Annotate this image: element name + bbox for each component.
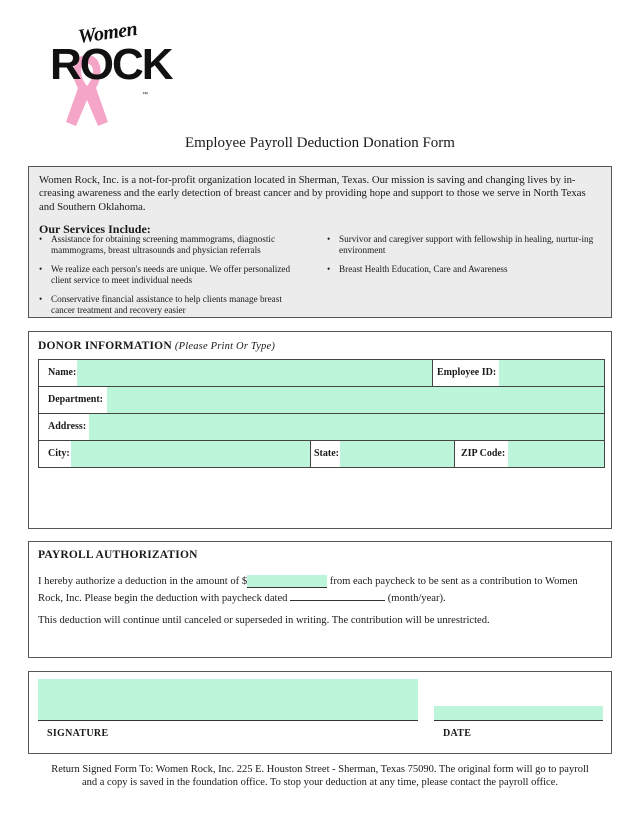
signature-label: SIGNATURE [47,728,109,739]
intro-panel [28,166,612,318]
mission-text: Women Rock, Inc. is a not-for-profit organization located in Sherman, Texas. Our mission is saving and changing lives by in-creasing awareness and the early detection of breast cancer and by providing hope and support to those we serve in North Texas and Southern Oklahoma. [39,174,586,213]
date-label: DATE [443,728,472,739]
divider [432,360,433,386]
donor-fields-grid [38,359,605,468]
date-field[interactable] [434,706,603,720]
authorization-text-c: (month/year). [385,593,446,604]
divider [310,441,311,467]
services-list-left [39,234,301,324]
name-field[interactable] [77,360,432,386]
payroll-authorization-section [28,541,612,658]
state-field[interactable] [340,441,454,467]
list-item: • Assistance for obtaining screening mammograms, diagnostic mammograms, breast ultrasounds and physician referrals [39,234,301,256]
logo-word-rock: ROCK [50,40,172,89]
logo-word-women: Women [76,17,139,49]
list-item: • Conservative financial assistance to help clients manage breast cancer treatment and recovery easier [39,294,301,316]
address-field[interactable] [89,414,604,440]
amount-field[interactable] [247,575,327,588]
divider [454,441,455,467]
city-field[interactable] [71,441,310,467]
name-label: Name: [48,367,77,378]
employee-id-field[interactable] [499,360,604,386]
donor-subheading: (Please Print Or Type) [174,341,276,352]
authorization-text-a: I hereby authorize a deduction in the amount of $ [38,576,248,587]
employee-id-label: Employee ID: [437,367,497,378]
department-field[interactable] [107,387,604,413]
paycheck-date-field[interactable] [290,590,385,601]
authorization-text [38,573,603,607]
list-item: • We realize each person's needs are unique. We offer personalized client service to meet individual needs [39,264,301,286]
authorization-text-b: from each paycheck to be sent as a contribution to Women Rock, Inc. Please begin the deduction with paycheck dated [38,576,578,604]
services-list-right [327,234,597,283]
services-heading: Our Services Include: [39,221,151,236]
address-row [39,414,604,441]
list-item: • Breast Health Education, Care and Awareness [327,264,597,275]
city-state-zip-row [39,441,604,468]
footer-line-1: Return Signed Form To: Women Rock, Inc. 225 E. Houston Street - Sherman, Texas 75090. The original form will go to payroll [51,764,589,775]
name-row [39,360,604,387]
state-label: State: [314,448,339,459]
city-label: City: [48,448,70,459]
donor-heading-text: DONOR INFORMATION [38,340,172,352]
department-row [39,387,604,414]
page-title: Employee Payroll Deduction Donation Form [185,135,455,151]
logo [48,17,172,110]
zip-label: ZIP Code: [461,448,506,459]
donor-heading [38,340,275,352]
logo-trademark: ™ [142,92,148,98]
continuation-text: This deduction will continue until canceled or superseded in writing. The contribution will be unrestricted. [38,615,490,626]
department-label: Department: [48,394,103,405]
payroll-heading: PAYROLL AUTHORIZATION [38,549,198,561]
footer [0,763,640,789]
donor-information-section [28,331,612,529]
date-line [434,720,603,721]
signature-line [38,720,418,721]
signature-section [28,671,612,754]
signature-field[interactable] [38,679,418,720]
footer-line-2: and a copy is saved in the foundation office. To stop your deduction at any time, please contact the payroll office. [81,777,558,788]
address-label: Address: [48,421,87,432]
list-item: • Survivor and caregiver support with fellowship in healing, nurtur-ing environment [327,234,597,256]
zip-field[interactable] [508,441,604,467]
